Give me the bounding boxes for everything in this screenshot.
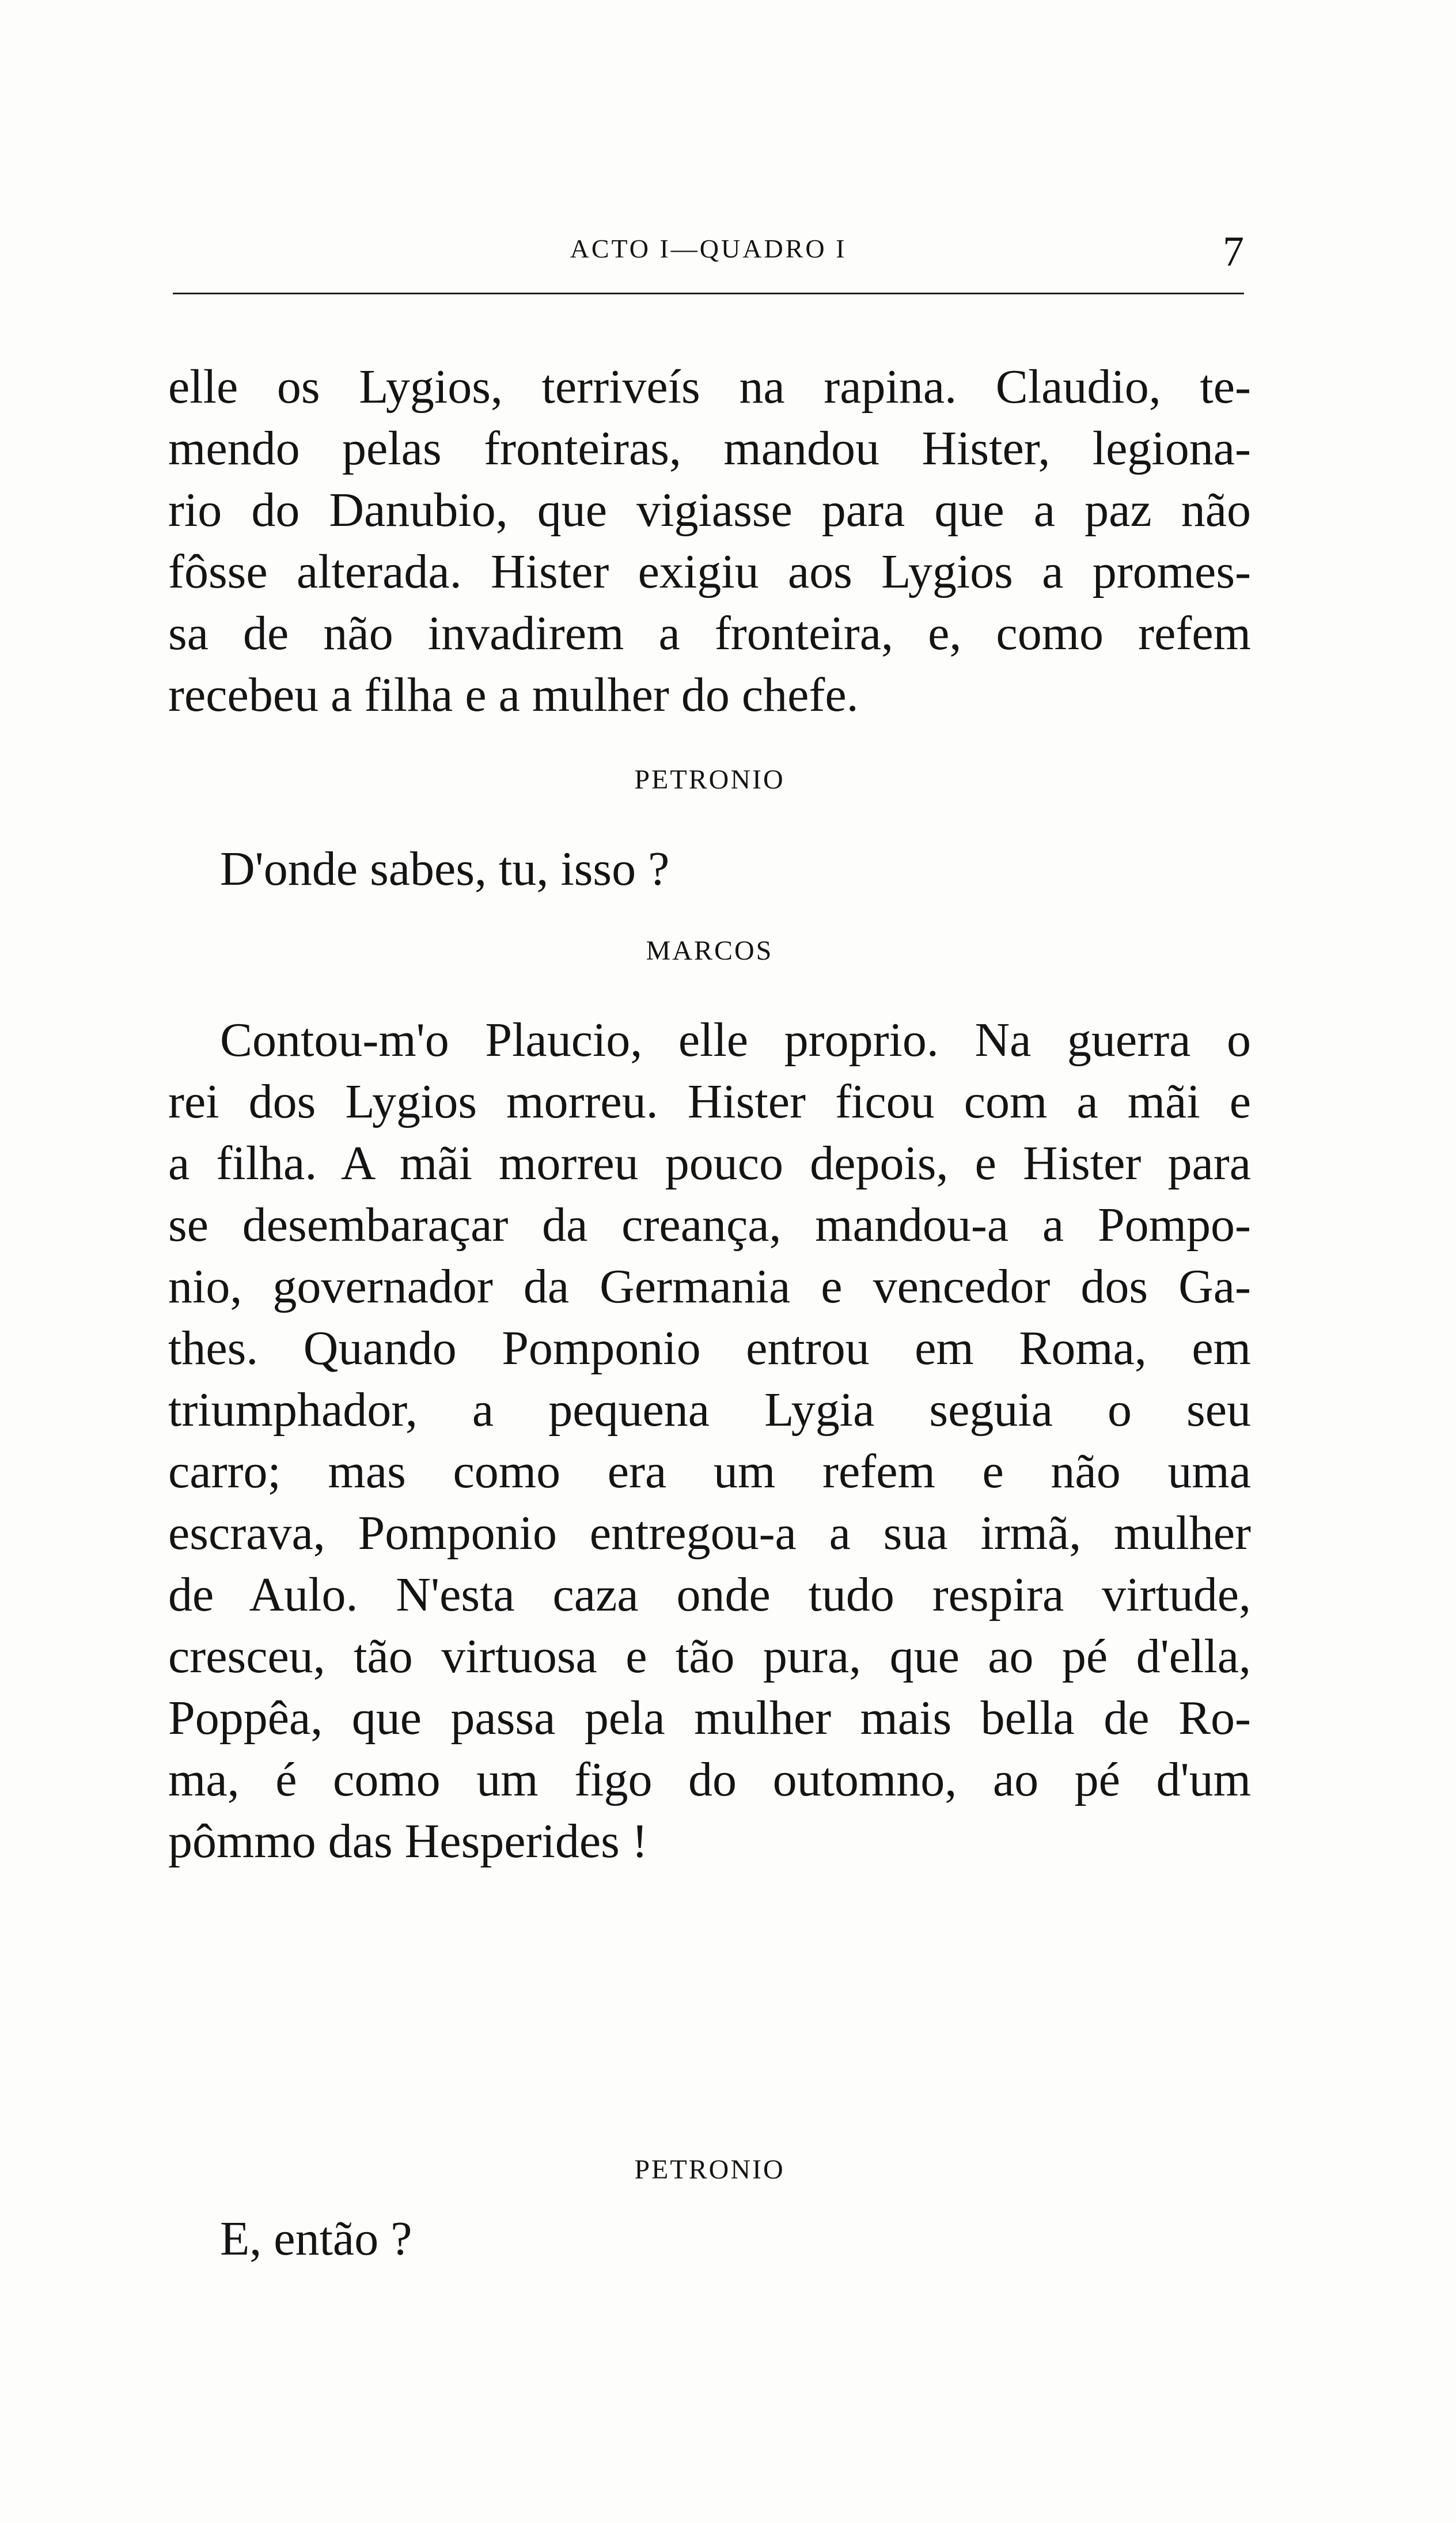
text-line: sa de não invadirem a fronteira, e, como refem [168, 607, 1251, 660]
text-line: rio do Danubio, que vigiasse para que a paz não [168, 483, 1251, 537]
speech-line: E, então ? [220, 2212, 412, 2266]
speaker-name: PETRONIO [634, 764, 785, 795]
text-line: mendo pelas fronteiras, mandou Hister, legiona- [168, 422, 1251, 475]
text-line: elle os Lygios, terriveís na rapina. Claudio, te- [168, 360, 1251, 414]
text-block [168, 356, 1251, 2266]
text-line: se desembaraçar da creança, mandou-a a Pompo- [168, 1198, 1251, 1252]
speaker-name: PETRONIO [634, 2154, 785, 2185]
text-line: cresceu, tão virtuosa e tão pura, que ao pé d'ella, [168, 1630, 1251, 1683]
speaker-name: MARCOS [646, 935, 774, 966]
text-line: Poppêa, que passa pela mulher mais bella de Ro- [168, 1691, 1251, 1745]
text-line: recebeu a filha e a mulher do chefe. [168, 668, 859, 722]
text-line: escrava, Pomponio entregou-a a sua irmã, mulher [168, 1506, 1251, 1560]
speech-line: D'onde sabes, tu, isso ? [220, 842, 670, 896]
text-line: de Aulo. N'esta caza onde tudo respira virtude, [168, 1568, 1251, 1622]
text-line: carro; mas como era um refem e não uma [168, 1445, 1251, 1498]
text-line: ma, é como um figo do outomno, ao pé d'um [168, 1753, 1251, 1806]
header-rule [173, 293, 1244, 294]
text-line: thes. Quando Pomponio entrou em Roma, em [168, 1321, 1251, 1375]
page-number: 7 [1223, 228, 1244, 275]
text-line: pômmo das Hesperides ! [168, 1814, 648, 1868]
text-line: triumphador, a pequena Lygia seguia o seu [168, 1383, 1251, 1437]
running-head: ACTO I—QUADRO I [570, 234, 847, 263]
text-line: rei dos Lygios morreu. Hister ficou com a mãi e [168, 1075, 1251, 1128]
text-line: Contou-m'o Plaucio, elle proprio. Na guerra o [220, 1013, 1251, 1067]
text-line: a filha. A mãi morreu pouco depois, e Hister para [168, 1137, 1251, 1190]
text-line: fôsse alterada. Hister exigiu aos Lygios a promes- [168, 545, 1251, 598]
text-line: nio, governador da Germania e vencedor dos Ga- [168, 1260, 1251, 1313]
page-header [173, 228, 1244, 279]
